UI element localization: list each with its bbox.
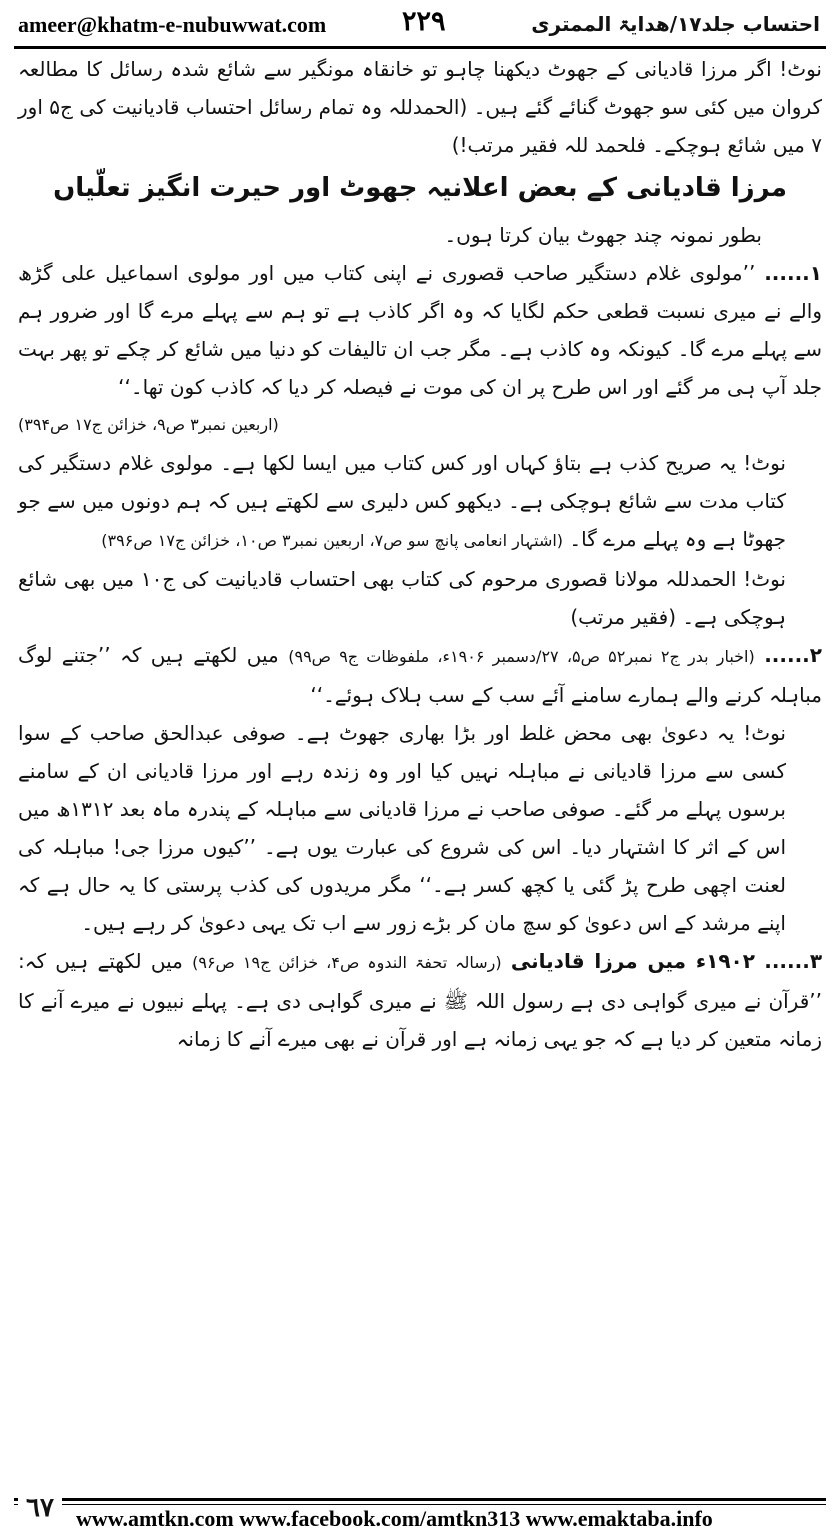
- footer-divider-thin: [14, 1504, 826, 1505]
- item-1: [18, 254, 822, 406]
- page-body: [18, 50, 822, 1480]
- item-2-number: ۲......: [764, 643, 822, 667]
- page-header: [14, 4, 826, 44]
- footer-page-number: ٦٧: [18, 1486, 62, 1530]
- header-email: ameer@khatm-e-nubuwwat.com: [18, 12, 327, 37]
- note-1-reference: (اشتہار انعامی پانچ سو ص۷، اربعین نمبر۳ ص۱۰، خزائن ج۱۷ ص۳۹۶): [101, 531, 564, 550]
- item-3-number: ۳......: [764, 949, 823, 973]
- item-3-text: میں لکھتے ہیں کہ: ’’قرآن نے میری گواہی دی ہے رسول اللہ ﷺ نے میری گواہی دی ہے۔ پہلے نبیوں نے میرے آنے کا زمانہ متعین کر دیا ہے کہ جو یہی زمانہ ہے اور قرآن نے بھی میرے آنے کا زمانہ: [18, 949, 822, 1051]
- note-1-text: نوٹ! یہ صریح کذب ہے بتاؤ کہاں اور کس کتاب میں ایسا لکھا ہے۔ مولوی غلام دستگیر کی کتاب مدت سے شائع ہوچکی ہے۔ دیکھو کس دلیری سے لکھتے ہیں کہ ہم دونوں میں سے جو جھوٹا ہے وہ پہلے مرے گا۔: [18, 451, 786, 551]
- header-page-number: ۲۲۹: [402, 6, 446, 37]
- header-book-title: احتساب جلد۱۷/ھدایۃ الممتری: [531, 12, 820, 36]
- item-2-text: میں لکھتے ہیں کہ ’’جتنے لوگ مباہلہ کرنے والے ہمارے سامنے آئے سب کے سب ہلاک ہوئے۔‘‘: [18, 643, 822, 707]
- item-1-text: ’’مولوی غلام دستگیر صاحب قصوری نے اپنی کتاب میں اور مولوی اسماعیل علی گڑھ والے نے میری نسبت قطعی حکم لگایا کہ وہ اگر کاذب ہے تو ہم سے پہلے مرے گا اور ضرور ہم سے پہلے مرے گا۔ کیونکہ وہ کاذب ہے۔ مگر جب ان تالیفات کو دنیا میں شائع کر چکے تو پھر بہت جلد آپ ہی مر گئے اور اس طرح پر ان کی موت نے فیصلہ کر دیا کہ کاذب کون تھا۔‘‘: [18, 261, 822, 399]
- item-2: [18, 636, 822, 714]
- header-divider: [14, 46, 826, 49]
- note-3: نوٹ! یہ دعویٰ بھی محض غلط اور بڑا بھاری جھوٹ ہے۔ صوفی عبدالحق صاحب کے سوا کسی سے مرزا قادیانی نے مباہلہ نہیں کیا اور وہ زندہ رہے اور مرزا قادیانی ان کے سامنے برسوں پہلے مر گئے۔ صوفی صاحب نے مرزا قادیانی سے مباہلہ کے پندرہ ماہ بعد ۱۳۱۲ھ میں اس کے اثر کا اشتہار دیا۔ اس کی شروع کی عبارت یوں ہے۔ ’’کیوں مرزا جی! مباہلہ کی لعنت اچھی طرح پڑ گئی یا کچھ کسر ہے۔‘‘ مگر مریدوں کی کذب پرستی کا یہ حال ہے کہ اپنے مرشد کے اس دعویٰ کو سچ مان کر بڑے زور سے اب تک یہی دعویٰ کر رہے ہیں۔: [18, 721, 786, 935]
- footer-website-links: www.amtkn.com www.facebook.com/amtkn313 www.emaktaba.info: [76, 1506, 713, 1531]
- note-2: نوٹ! الحمدللہ مولانا قصوری مرحوم کی کتاب بھی احتساب قادیانیت کی ج۱۰ میں بھی شائع ہوچکی ہے۔ (فقیر مرتب): [18, 567, 787, 629]
- note-1: [18, 444, 822, 560]
- page-footer: [14, 1486, 826, 1536]
- item-1-reference: (اربعین نمبر۳ ص۹، خزائن ج۱۷ ص۳۹۴): [18, 415, 279, 434]
- item-3-reference: (رسالہ تحفۃ الندوہ ص۴، خزائن ج۱۹ ص۹۶): [192, 953, 502, 972]
- item-3-year: ۱۹۰۲ء میں مرزا قادیانی: [510, 949, 755, 973]
- item-1-number: ۱......: [764, 261, 822, 285]
- intro-paragraph: نوٹ! اگر مرزا قادیانی کے جھوٹ دیکھنا چاہو تو خانقاہ مونگیر سے شائع شدہ رسائل کا مطالعہ کروان میں کئی سو جھوٹ گنائے گئے ہیں۔ (الحمدللہ وہ تمام رسائل احتساب قادیانیت کی ج۵ اور ۷ میں شائع ہوچکے۔ فلحمد للہ فقیر مرتب!): [18, 57, 822, 157]
- item-3: [18, 942, 822, 1058]
- footer-divider-thick: [14, 1498, 826, 1501]
- section-heading: مرزا قادیانی کے بعض اعلانیہ جھوٹ اور حیرت انگیز تعلّیاں: [53, 173, 787, 203]
- item-2-reference: (اخبار بدر ج۲ نمبر۵۲ ص۵، ۲۷/دسمبر ۱۹۰۶ء، ملفوظات ج۹ ص۹۹): [288, 647, 755, 666]
- subheading-line: بطور نمونہ چند جھوٹ بیان کرتا ہوں۔: [444, 223, 762, 247]
